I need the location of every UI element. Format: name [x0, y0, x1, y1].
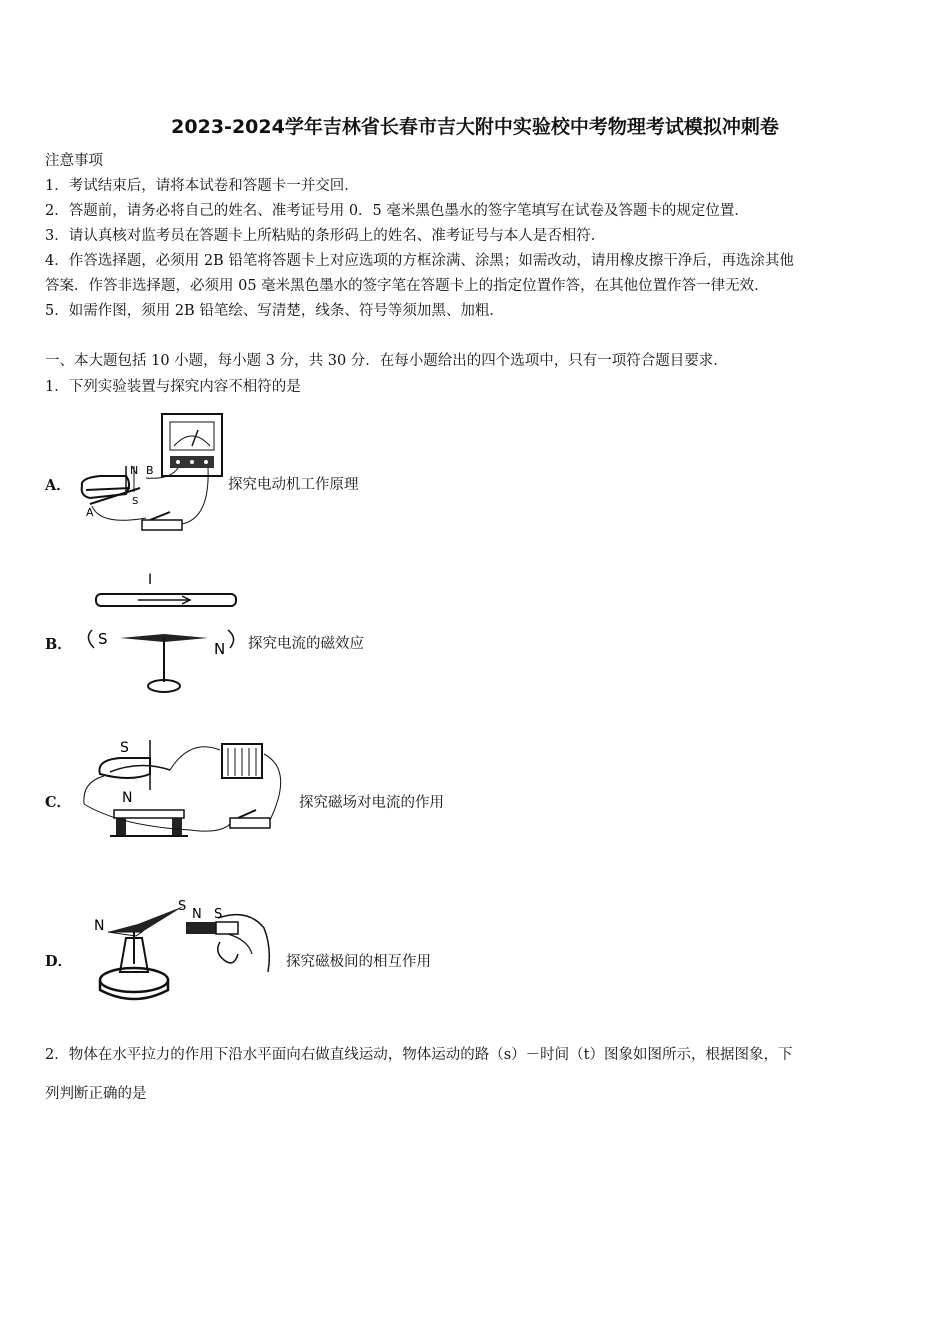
option-a-label-b: B: [146, 464, 154, 477]
option-d-caption: 探究磁极间的相互作用: [286, 954, 431, 970]
option-d-figure: [88, 888, 283, 1008]
notice-item-4-cont: 答案．作答非选择题，必须用 05 毫米黑色墨水的签字笔在答题卡上的指定位置作答，在其他位置作答一律无效．: [45, 278, 769, 294]
option-a-figure: [70, 408, 230, 538]
notice-item-2: 2．答题前，请务必将自己的姓名、准考证号用 0．5 毫米黑色墨水的签字笔填写在试卷及答题卡的规定位置．: [45, 203, 749, 219]
option-a-label-a: A: [86, 506, 94, 519]
question-2-stem-line-2: 列判断正确的是: [45, 1086, 147, 1102]
option-b-label-n: N: [214, 640, 226, 658]
option-c-caption: 探究磁场对电流的作用: [299, 795, 444, 811]
question-2-stem-line-1: 2．物体在水平拉力的作用下沿水平面向右做直线运动，物体运动的路（s）－时间（t）图象如图所示，根据图象，下: [45, 1047, 793, 1063]
option-d-label-n: N: [94, 918, 105, 934]
option-d-label-n2: N: [192, 907, 202, 922]
option-a-letter: A．: [45, 477, 71, 494]
option-a-caption: 探究电动机工作原理: [228, 477, 359, 493]
option-d-letter: D．: [45, 953, 73, 970]
option-b-caption: 探究电流的磁效应: [248, 636, 364, 652]
option-d-label-s2: S: [214, 907, 223, 922]
notice-item-3: 3．请认真核对监考员在答题卡上所粘贴的条形码上的姓名、准考证号与本人是否相符．: [45, 228, 606, 244]
notice-item-1: 1．考试结束后，请将本试卷和答题卡一并交回．: [45, 178, 359, 194]
option-a-label-n: N: [130, 464, 139, 477]
option-b-figure: [78, 568, 248, 698]
option-c-figure: [80, 730, 300, 845]
option-c-label-n: N: [122, 790, 133, 806]
option-b-letter: B．: [45, 636, 72, 653]
notice-item-5: 5．如需作图，须用 2B 铅笔绘、写清楚，线条、符号等须加黑、加粗．: [45, 303, 504, 319]
notice-item-4: 4．作答选择题，必须用 2B 铅笔将答题卡上对应选项的方框涂满、涂黑；如需改动，请用橡皮擦干净后，再选涂其他: [45, 253, 794, 269]
option-d-label-s1: S: [178, 899, 187, 914]
option-a-label-s: S: [132, 496, 139, 507]
option-b-label-s: S: [98, 630, 108, 648]
section-heading: 一、本大题包括 10 小题，每小题 3 分，共 30 分．在每小题给出的四个选项中，只有一项符合题目要求．: [45, 353, 728, 369]
notice-heading: 注意事项: [45, 153, 103, 169]
option-c-label-s: S: [120, 740, 129, 756]
question-1-stem: 1．下列实验装置与探究内容不相符的是: [45, 379, 301, 395]
option-b-label-i: I: [148, 572, 153, 588]
page-title: 2023-2024学年吉林省长春市吉大附中实验校中考物理考试模拟冲刺卷: [171, 116, 779, 138]
option-c-letter: C．: [45, 794, 72, 811]
